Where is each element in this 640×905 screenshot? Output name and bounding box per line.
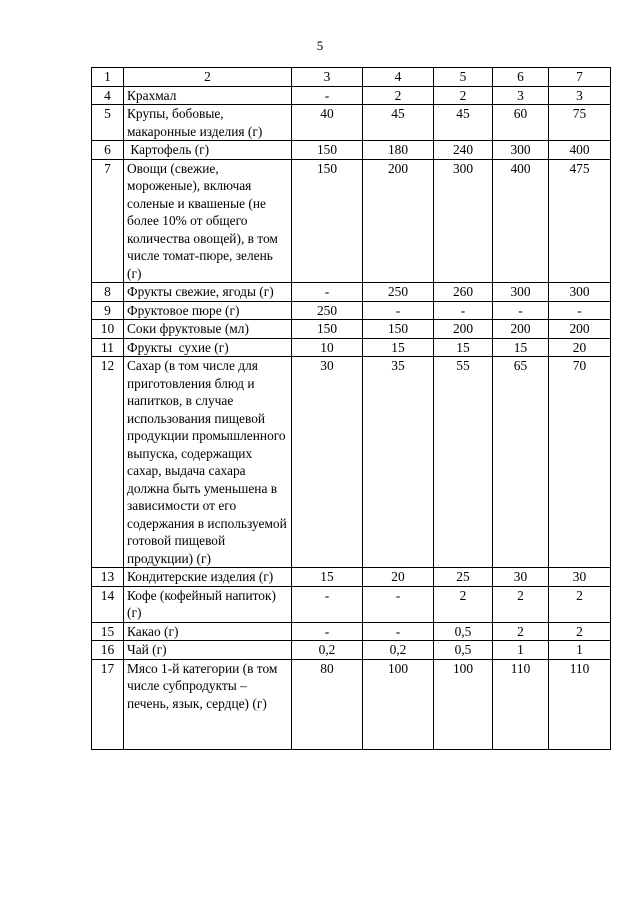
norm-value: 45 [363, 105, 434, 141]
norm-value: 20 [363, 568, 434, 587]
row-number: 8 [92, 283, 124, 302]
norm-value: 0,5 [434, 622, 493, 641]
norm-value: 0,5 [434, 641, 493, 660]
row-number: 7 [92, 159, 124, 283]
norm-value: 40 [292, 105, 363, 141]
product-name: Сахар (в том числе для приготовления блюд и напитков, в случае использования пищевой продукции промышленного выпуска, содержащих сахар, выдача сахара должна быть уменьшена в зависимости от его содержания в используемой готовой пищевой продукции) (г) [124, 357, 292, 568]
norm-value: 35 [363, 357, 434, 568]
norm-value: 0,2 [363, 641, 434, 660]
table-row [92, 586, 611, 622]
norm-value: - [434, 301, 493, 320]
row-number: 4 [92, 86, 124, 105]
product-name: Крахмал [124, 86, 292, 105]
norm-value: - [493, 301, 549, 320]
norm-value: 1 [549, 641, 611, 660]
norm-value: 55 [434, 357, 493, 568]
row-number: 16 [92, 641, 124, 660]
norm-value: 100 [363, 659, 434, 749]
column-number-header: 2 [124, 68, 292, 87]
norm-value: 3 [493, 86, 549, 105]
product-name: Крупы, бобовые, макаронные изделия (г) [124, 105, 292, 141]
norm-value: 2 [434, 586, 493, 622]
row-number: 14 [92, 586, 124, 622]
table-row [92, 105, 611, 141]
product-name: Фрукты свежие, ягоды (г) [124, 283, 292, 302]
row-number: 9 [92, 301, 124, 320]
norm-value: 250 [363, 283, 434, 302]
row-number: 12 [92, 357, 124, 568]
norm-value: - [292, 622, 363, 641]
column-number-header: 4 [363, 68, 434, 87]
product-name: Картофель (г) [124, 141, 292, 160]
norm-value: 200 [434, 320, 493, 339]
norm-value: 30 [493, 568, 549, 587]
norm-value: - [292, 283, 363, 302]
norm-value: - [292, 586, 363, 622]
norm-value: 25 [434, 568, 493, 587]
norm-value: 150 [292, 320, 363, 339]
row-number: 10 [92, 320, 124, 339]
norm-value: 15 [292, 568, 363, 587]
norm-value: 475 [549, 159, 611, 283]
column-number-header: 5 [434, 68, 493, 87]
norm-value: 180 [363, 141, 434, 160]
norm-value: 200 [363, 159, 434, 283]
row-number: 5 [92, 105, 124, 141]
food-norms-table [91, 67, 611, 750]
table-row [92, 301, 611, 320]
norm-value: 150 [292, 141, 363, 160]
norm-value: - [363, 622, 434, 641]
table-row [92, 568, 611, 587]
norm-value: 2 [434, 86, 493, 105]
product-name: Мясо 1-й категории (в том числе субпродукты – печень, язык, сердце) (г) [124, 659, 292, 749]
norm-value: 2 [549, 586, 611, 622]
table-header-row [92, 68, 611, 87]
norm-value: 15 [434, 338, 493, 357]
norm-value: 20 [549, 338, 611, 357]
norm-value: 0,2 [292, 641, 363, 660]
norm-value: 110 [493, 659, 549, 749]
norm-value: - [363, 301, 434, 320]
table-row [92, 320, 611, 339]
norm-value: 2 [493, 586, 549, 622]
norm-value: 60 [493, 105, 549, 141]
table-row [92, 86, 611, 105]
norm-value: 1 [493, 641, 549, 660]
product-name: Фруктовое пюре (г) [124, 301, 292, 320]
norm-value: 2 [549, 622, 611, 641]
norm-value: 100 [434, 659, 493, 749]
norm-value: 15 [493, 338, 549, 357]
norm-value: 300 [549, 283, 611, 302]
product-name: Какао (г) [124, 622, 292, 641]
row-number: 13 [92, 568, 124, 587]
product-name: Фрукты сухие (г) [124, 338, 292, 357]
norm-value: - [549, 301, 611, 320]
norm-value: 250 [292, 301, 363, 320]
product-name: Соки фруктовые (мл) [124, 320, 292, 339]
norm-value: 200 [549, 320, 611, 339]
table-row [92, 641, 611, 660]
page-number: 5 [316, 38, 324, 53]
norm-value: - [363, 586, 434, 622]
row-number: 11 [92, 338, 124, 357]
norm-value: 45 [434, 105, 493, 141]
norm-value: 150 [363, 320, 434, 339]
table-row [92, 338, 611, 357]
row-number: 6 [92, 141, 124, 160]
product-name: Кондитерские изделия (г) [124, 568, 292, 587]
norm-value: 200 [493, 320, 549, 339]
norm-value: 30 [549, 568, 611, 587]
table-row [92, 283, 611, 302]
column-number-header: 1 [92, 68, 124, 87]
norm-value: 240 [434, 141, 493, 160]
norm-value: 110 [549, 659, 611, 749]
product-name: Кофе (кофейный напиток) (г) [124, 586, 292, 622]
table-row [92, 159, 611, 283]
norm-value: 150 [292, 159, 363, 283]
norm-value: 400 [493, 159, 549, 283]
table-row [92, 141, 611, 160]
row-number: 17 [92, 659, 124, 749]
norm-value: 15 [363, 338, 434, 357]
product-name: Овощи (свежие, мороженые), включая соленые и квашеные (не более 10% от общего количества овощей), в том числе томат-пюре, зелень (г) [124, 159, 292, 283]
norm-value: 3 [549, 86, 611, 105]
product-name: Чай (г) [124, 641, 292, 660]
norm-value: 260 [434, 283, 493, 302]
row-number: 15 [92, 622, 124, 641]
column-number-header: 3 [292, 68, 363, 87]
table-row [92, 659, 611, 749]
norm-value: 75 [549, 105, 611, 141]
norm-value: 70 [549, 357, 611, 568]
norm-value: 400 [549, 141, 611, 160]
norm-value: 2 [363, 86, 434, 105]
norm-value: 30 [292, 357, 363, 568]
table-row [92, 357, 611, 568]
column-number-header: 6 [493, 68, 549, 87]
norm-value: 10 [292, 338, 363, 357]
norm-value: 2 [493, 622, 549, 641]
norm-value: 300 [493, 141, 549, 160]
norm-value: 300 [493, 283, 549, 302]
norm-value: 80 [292, 659, 363, 749]
table-row [92, 622, 611, 641]
norm-value: 65 [493, 357, 549, 568]
norm-value: - [292, 86, 363, 105]
column-number-header: 7 [549, 68, 611, 87]
norm-value: 300 [434, 159, 493, 283]
